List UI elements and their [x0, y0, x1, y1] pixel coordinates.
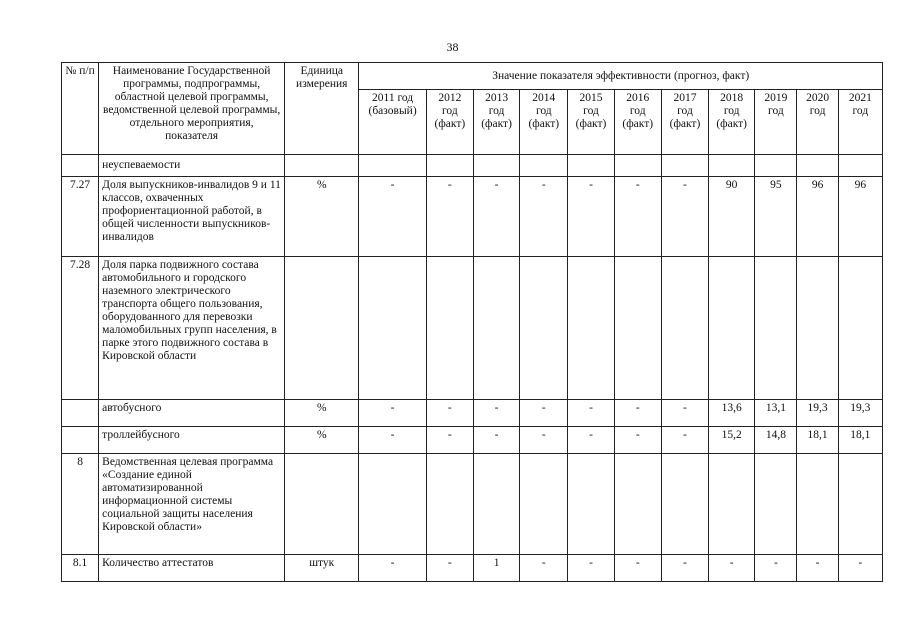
year-header: 2014 год (факт): [520, 90, 568, 155]
row-value: -: [614, 400, 661, 427]
row-num: 8.1: [62, 555, 99, 582]
row-value: -: [614, 555, 661, 582]
row-value: [755, 257, 797, 400]
row-value: -: [359, 555, 426, 582]
row-value: 19,3: [797, 400, 838, 427]
row-value: -: [520, 400, 568, 427]
row-value: -: [473, 177, 519, 257]
row-num: [62, 400, 99, 427]
year-header: 2017 год (факт): [661, 90, 708, 155]
row-value: -: [426, 177, 473, 257]
row-value: [661, 257, 708, 400]
table-row: [62, 177, 883, 257]
row-value: [473, 155, 519, 177]
row-value: [709, 257, 755, 400]
row-value: [838, 454, 882, 555]
row-value: -: [359, 427, 426, 454]
row-value: -: [426, 555, 473, 582]
row-value: [359, 454, 426, 555]
row-unit: [285, 454, 359, 555]
row-value: [838, 257, 882, 400]
row-name: неуспеваемости: [99, 155, 285, 177]
row-value: [568, 155, 614, 177]
row-unit: %: [285, 427, 359, 454]
row-value: [426, 257, 473, 400]
row-value: [520, 454, 568, 555]
year-header: 2012 год (факт): [426, 90, 473, 155]
row-name: троллейбусного: [99, 427, 285, 454]
row-value: 1: [473, 555, 519, 582]
row-value: 14,8: [755, 427, 797, 454]
row-value: [520, 257, 568, 400]
row-value: [838, 155, 882, 177]
row-value: -: [614, 427, 661, 454]
row-value: -: [709, 555, 755, 582]
row-value: -: [520, 555, 568, 582]
row-value: [797, 257, 838, 400]
row-value: [568, 257, 614, 400]
year-header: 2019 год: [755, 90, 797, 155]
row-value: 95: [755, 177, 797, 257]
row-value: [755, 155, 797, 177]
row-value: 96: [797, 177, 838, 257]
row-value: [568, 454, 614, 555]
header-values: Значение показателя эффективности (прогноз, факт): [359, 63, 883, 90]
row-value: 13,6: [709, 400, 755, 427]
row-value: [473, 257, 519, 400]
row-value: 18,1: [838, 427, 882, 454]
row-value: -: [359, 400, 426, 427]
row-value: -: [568, 555, 614, 582]
row-value: -: [614, 177, 661, 257]
year-header: 2020 год: [797, 90, 838, 155]
row-name: Доля парка подвижного состава автомобильного и городского наземного электрического транспорта общего пользования, оборудованного для перевозки маломобильных групп населения, в парке этого подвижного состава в Кировской области: [99, 257, 285, 400]
year-header: 2016 год (факт): [614, 90, 661, 155]
row-value: -: [568, 427, 614, 454]
row-value: [755, 454, 797, 555]
row-value: 18,1: [797, 427, 838, 454]
table-row: [62, 257, 883, 400]
row-value: -: [520, 427, 568, 454]
row-value: [614, 257, 661, 400]
row-num: [62, 155, 99, 177]
row-value: 15,2: [709, 427, 755, 454]
row-value: [473, 454, 519, 555]
row-value: [359, 155, 426, 177]
year-header: 2013 год (факт): [473, 90, 519, 155]
row-unit: [285, 257, 359, 400]
row-value: [426, 454, 473, 555]
year-header: 2015 год (факт): [568, 90, 614, 155]
row-num: 7.28: [62, 257, 99, 400]
row-value: -: [473, 400, 519, 427]
table-row: [62, 454, 883, 555]
row-value: -: [838, 555, 882, 582]
row-value: 90: [709, 177, 755, 257]
year-header: 2011 год (базовый): [359, 90, 426, 155]
year-header: 2018 год (факт): [709, 90, 755, 155]
row-value: -: [661, 427, 708, 454]
row-value: -: [520, 177, 568, 257]
row-value: [661, 155, 708, 177]
table-row: [62, 155, 883, 177]
row-value: -: [359, 177, 426, 257]
row-name: Ведомственная целевая программа «Создание единой автоматизированной информационной системы социальной защиты населения Кировской области»: [99, 454, 285, 555]
table-row: [62, 555, 883, 582]
row-value: [709, 155, 755, 177]
row-value: [797, 155, 838, 177]
table-body: [62, 155, 883, 582]
year-header: 2021 год: [838, 90, 882, 155]
row-value: -: [661, 555, 708, 582]
row-value: [426, 155, 473, 177]
header-name: Наименование Государственной программы, подпрограммы, областной целевой программы, ведомственной целевой программы, отдельного мероприятия, показателя: [99, 63, 285, 155]
row-num: 7.27: [62, 177, 99, 257]
row-value: [661, 454, 708, 555]
row-value: -: [661, 400, 708, 427]
row-num: 8: [62, 454, 99, 555]
row-unit: %: [285, 400, 359, 427]
row-name: Доля выпускников-инвалидов 9 и 11 классов, охваченных профориентационной работой, в общей численности выпускников-инвалидов: [99, 177, 285, 257]
row-value: [520, 155, 568, 177]
row-value: [359, 257, 426, 400]
page-number: 38: [446, 40, 459, 54]
row-value: [797, 454, 838, 555]
row-name: автобусного: [99, 400, 285, 427]
row-value: -: [661, 177, 708, 257]
table-row: [62, 427, 883, 454]
header-num: № п/п: [62, 63, 99, 155]
row-value: -: [797, 555, 838, 582]
row-value: -: [473, 427, 519, 454]
row-num: [62, 427, 99, 454]
row-value: -: [755, 555, 797, 582]
row-value: [614, 155, 661, 177]
header-unit: Единица измерения: [285, 63, 359, 155]
table-row: [62, 400, 883, 427]
row-value: -: [568, 400, 614, 427]
row-value: [614, 454, 661, 555]
row-value: -: [426, 427, 473, 454]
row-value: 96: [838, 177, 882, 257]
indicator-table: [61, 62, 883, 582]
row-unit: %: [285, 177, 359, 257]
row-value: 19,3: [838, 400, 882, 427]
row-unit: [285, 155, 359, 177]
row-value: -: [426, 400, 473, 427]
row-unit: штук: [285, 555, 359, 582]
row-value: -: [568, 177, 614, 257]
row-name: Количество аттестатов: [99, 555, 285, 582]
row-value: 13,1: [755, 400, 797, 427]
row-value: [709, 454, 755, 555]
